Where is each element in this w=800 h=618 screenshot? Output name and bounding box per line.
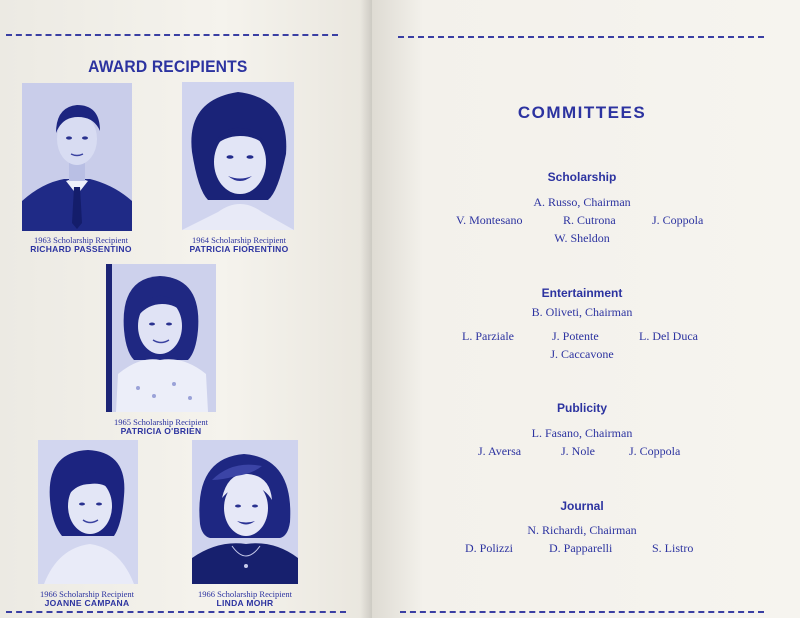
section-heading-entertainment: Entertainment <box>541 286 623 300</box>
section-heading-scholarship: Scholarship <box>547 170 617 184</box>
recipient-photo-campana <box>38 440 138 584</box>
recipient-name: JOANNE CAMPANA <box>44 598 130 608</box>
committee-chairman: L. Fasano, Chairman <box>531 426 633 440</box>
recipient-photo-fiorentino <box>182 82 294 230</box>
committee-chairman: A. Russo, Chairman <box>533 195 631 209</box>
committee-chairman: B. Oliveti, Chairman <box>531 305 633 319</box>
committee-member: J. Caccavone <box>550 347 614 361</box>
recipient-name: PATRICIA O'BRIEN <box>120 426 202 436</box>
recipient-name: RICHARD PASSENTINO <box>30 244 132 254</box>
recipient-caption-year: 1966 Scholarship Recipient <box>198 589 292 599</box>
top-dashed-rule <box>6 34 338 36</box>
committee-member: D. Polizzi <box>465 541 513 555</box>
committee-chairman: N. Richardi, Chairman <box>527 523 637 537</box>
recipient-caption-year: 1966 Scholarship Recipient <box>40 589 134 599</box>
recipient-caption-year: 1963 Scholarship Recipient <box>34 235 128 245</box>
top-dashed-rule <box>398 36 764 38</box>
committee-member: S. Listro <box>652 541 694 555</box>
recipient-caption-year: 1964 Scholarship Recipient <box>192 235 286 245</box>
recipient-photo-passentino <box>22 83 132 231</box>
bottom-dashed-rule <box>6 611 346 613</box>
bottom-dashed-rule <box>400 611 764 613</box>
committee-member: W. Sheldon <box>554 231 610 245</box>
recipient-name: PATRICIA FIORENTINO <box>189 244 289 254</box>
committee-member: J. Coppola <box>652 213 704 227</box>
committee-member: J. Nole <box>561 444 595 458</box>
committee-member: L. Del Duca <box>639 329 698 343</box>
committee-member: D. Papparelli <box>549 541 613 555</box>
committee-member: J. Aversa <box>478 444 522 458</box>
committee-member: J. Potente <box>552 329 599 343</box>
recipient-photo-mohr <box>192 440 298 584</box>
recipient-name: LINDA MOHR <box>216 598 274 608</box>
section-heading-journal: Journal <box>560 499 604 513</box>
committee-member: V. Montesano <box>456 213 523 227</box>
committee-member: L. Parziale <box>462 329 514 343</box>
recipient-photo-obrien <box>106 264 216 412</box>
committees-title: COMMITTEES <box>517 103 647 122</box>
recipient-caption-year: 1965 Scholarship Recipient <box>114 417 208 427</box>
committee-member: R. Cutrona <box>563 213 616 227</box>
left-page <box>0 0 372 618</box>
committee-member: J. Coppola <box>629 444 681 458</box>
award-recipients-title: AWARD RECIPIENTS <box>88 57 248 76</box>
section-heading-publicity: Publicity <box>556 401 607 415</box>
